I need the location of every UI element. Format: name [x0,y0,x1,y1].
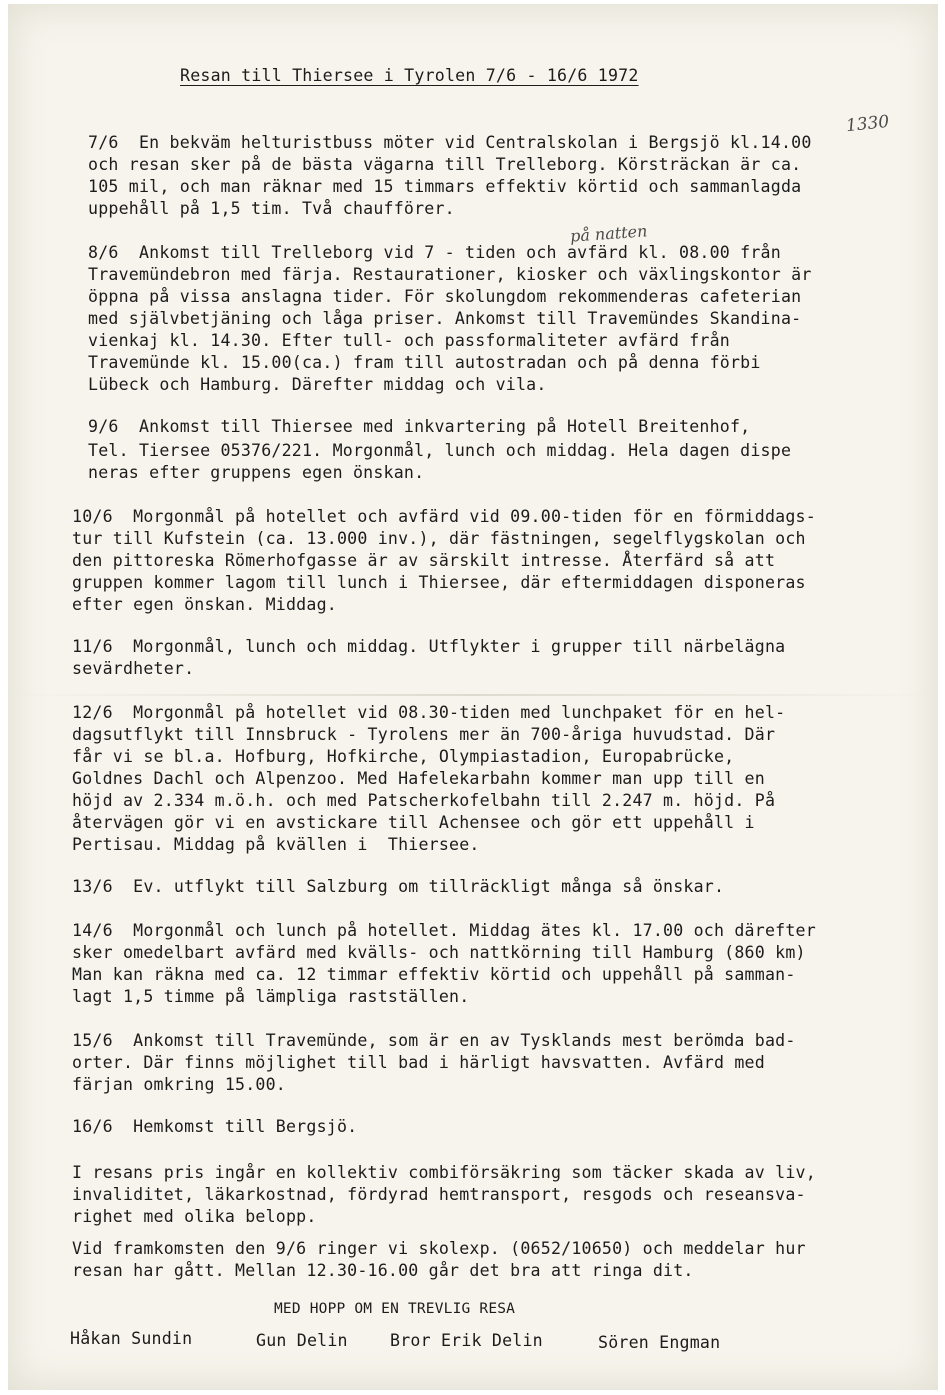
signature-name: Gun Delin [256,1331,348,1350]
text-line: lagt 1,5 timme på lämpliga rastställen. [72,987,470,1006]
text-line: Man kan räkna med ca. 12 timmar effektiv körtid och uppehåll på samman- [72,965,796,984]
handwritten-note-time: 1330 [845,111,891,137]
text-line: resan har gått. Mellan 12.30-16.00 går det bra att ringa dit. [72,1261,694,1280]
document-page [8,4,938,1390]
signature-name: Håkan Sundin [70,1329,193,1348]
text-line: Travemünde kl. 15.00(ca.) fram till autostradan och på denna förbi [88,353,761,372]
text-line: dagsutflykt till Innsbruck - Tyrolens mer än 700-åriga huvudstad. Där [72,725,776,744]
signature-name: Bror Erik Delin [390,1331,543,1350]
text-line: färjan omkring 15.00. [72,1075,286,1094]
text-line: 16/6 Hemkomst till Bergsjö. [72,1117,358,1136]
text-line: efter egen önskan. Middag. [72,595,337,614]
text-line: righet med olika belopp. [72,1207,317,1226]
text-line: 7/6 En bekväm helturistbuss möter vid Centralskolan i Bergsjö kl.14.00 [88,133,812,152]
text-line: Tel. Tiersee 05376/221. Morgonmål, lunch och middag. Hela dagen dispe [88,441,792,460]
text-line: Vid framkomsten den 9/6 ringer vi skolexp. (0652/10650) och meddelar hur [72,1239,806,1258]
text-line: Goldnes Dachl och Alpenzoo. Med Hafelekarbahn kommer man upp till en [72,769,765,788]
text-line: 13/6 Ev. utflykt till Salzburg om tillräckligt många så önskar. [72,877,725,896]
signature-name: Sören Engman [598,1333,721,1352]
text-line: med självbetjäning och låga priser. Ankomst till Travemündes Skandina- [88,309,802,328]
text-line: Travemündebron med färja. Restaurationer, kiosker och växlingskontor är [88,265,812,284]
handwritten-note-night: på natten [569,221,648,246]
text-line: öppna på vissa anslagna tider. För skolungdom rekommenderas cafeterian [88,287,802,306]
text-line: 14/6 Morgonmål och lunch på hotellet. Middag ätes kl. 17.00 och därefter [72,921,816,940]
paper-fold [8,694,938,696]
text-line: 9/6 Ankomst till Thiersee med inkvartering på Hotell Breitenhof, [88,417,751,436]
text-line: sevärdheter. [72,659,195,678]
text-line: 105 mil, och man räknar med 15 timmars effektiv körtid och sammanlagda [88,177,802,196]
text-line: tur till Kufstein (ca. 13.000 inv.), där fästningen, segelflygskolan och [72,529,806,548]
closing-line: MED HOPP OM EN TREVLIG RESA [274,1301,516,1317]
text-line: och resan sker på de bästa vägarna till Trelleborg. Körsträckan är ca. [88,155,802,174]
text-line: gruppen kommer lagom till lunch i Thiersee, där eftermiddagen disponeras [72,573,806,592]
text-line: 8/6 Ankomst till Trelleborg vid 7 - tiden och avfärd kl. 08.00 från [88,243,781,262]
text-line: 12/6 Morgonmål på hotellet vid 08.30-tiden med lunchpaket för en hel- [72,703,786,722]
text-line: den pittoreska Römerhofgasse är av särskilt intresse. Återfärd så att [72,551,776,570]
text-line: I resans pris ingår en kollektiv combiförsäkring som täcker skada av liv, [72,1163,816,1182]
text-line: invaliditet, läkarkostnad, fördyrad hemtransport, resgods och reseansva- [72,1185,806,1204]
document-title: Resan till Thiersee i Tyrolen 7/6 - 16/6 1972 [180,66,639,85]
text-line: uppehåll på 1,5 tim. Två chaufförer. [88,199,455,218]
text-line: orter. Där finns möjlighet till bad i härligt havsvatten. Avfärd med [72,1053,765,1072]
text-line: återvägen gör vi en avstickare till Achensee och gör ett uppehåll i [72,813,755,832]
text-line: 15/6 Ankomst till Travemünde, som är en av Tysklands mest berömda bad- [72,1031,796,1050]
text-line: får vi se bl.a. Hofburg, Hofkirche, Olympiastadion, Europabrücke, [72,747,735,766]
text-line: vienkaj kl. 14.30. Efter tull- och passformaliteter avfärd från [88,331,730,350]
text-line: 11/6 Morgonmål, lunch och middag. Utflykter i grupper till närbelägna [72,637,786,656]
text-line: sker omedelbart avfärd med kvälls- och nattkörning till Hamburg (860 km) [72,943,806,962]
text-line: neras efter gruppens egen önskan. [88,463,425,482]
text-line: 10/6 Morgonmål på hotellet och avfärd vid 09.00-tiden för en förmiddags- [72,507,816,526]
text-line: höjd av 2.334 m.ö.h. och med Patscherkofelbahn till 2.247 m. höjd. På [72,791,776,810]
text-line: Pertisau. Middag på kvällen i Thiersee. [72,835,480,854]
text-line: Lübeck och Hamburg. Därefter middag och vila. [88,375,547,394]
